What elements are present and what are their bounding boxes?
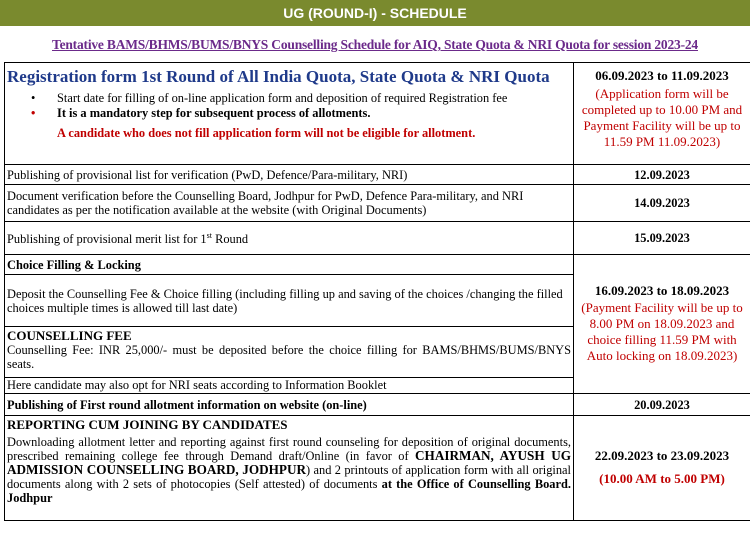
- registration-bullets: [7, 91, 571, 121]
- choice-filling-heading: Choice Filling & Locking: [5, 255, 574, 275]
- reporting-heading: REPORTING CUM JOINING BY CANDIDATES: [7, 417, 288, 432]
- reporting-date: 22.09.2023 to 23.09.2023: [594, 448, 730, 463]
- reporting-date-cell: [574, 416, 750, 521]
- table-row: [5, 222, 750, 255]
- nri-text: Here candidate may also opt for NRI seats according to Information Booklet: [5, 378, 574, 394]
- doc-verification-date: 14.09.2023: [574, 185, 750, 222]
- bullet-icon: •: [31, 106, 36, 120]
- provisional-list-text: Publishing of provisional list for verification (PwD, Defence/Para-military, NRI): [5, 165, 574, 185]
- first-round-text: Publishing of First round allotment information on website (on-line): [5, 394, 574, 416]
- list-item: • It is a mandatory step for subsequent process of allotments.: [31, 106, 371, 120]
- choice-filling-date-cell: [574, 255, 750, 394]
- reporting-cell: [5, 416, 574, 521]
- registration-warning: A candidate who does not fill application form will not be eligible for allotment.: [57, 126, 476, 140]
- merit-list-text: Publishing of provisional merit list for 1st Round: [5, 222, 574, 255]
- table-row: [5, 165, 750, 185]
- table-row: [5, 416, 750, 521]
- list-item: • Start date for filling of on-line application form and deposition of required Registration fee: [31, 91, 508, 105]
- table-row: [5, 255, 750, 275]
- schedule-table: [4, 62, 750, 521]
- registration-title: Registration form 1st Round of All India Quota, State Quota & NRI Quota: [7, 67, 550, 86]
- banner-title: UG (ROUND-I) - SCHEDULE: [283, 5, 467, 21]
- choice-filling-date-note: (Payment Facility will be up to 8.00 PM on 18.09.2023 and choice filling 11.59 PM with Auto locking on 18.09.2023): [581, 300, 743, 363]
- reporting-time: (10.00 AM to 5.00 PM): [599, 471, 725, 486]
- registration-cell: [5, 63, 574, 165]
- counselling-fee-cell: [5, 327, 574, 378]
- reporting-text: Downloading allotment letter and reporting against first round counseling for deposition of original documents, prescribed remaining college fee through Demand draft/Online (in favor of CHAIRMAN, AYUSH UG ADMISSION COUNSELLING BOARD, JODHPUR) and 2 printouts of application form with all original documents along with 2 sets of photocopies (Self attested) of documents at the Office of Counselling Board. Jodhpur: [7, 435, 571, 505]
- counselling-fee-text: Counselling Fee: INR 25,000/- must be deposited before the choice filling for BAMS/BHMS/BUMS/BNYS seats.: [7, 343, 571, 371]
- schedule-banner: [0, 0, 750, 26]
- doc-verification-text: Document verification before the Counselling Board, Jodhpur for PwD, Defence Para-military, and NRI candidates as per the notification available at the website (with Original Documents): [5, 185, 574, 222]
- schedule-subtitle: Tentative BAMS/BHMS/BUMS/BNYS Counselling Schedule for AIQ, State Quota & NRI Quota for session 2023-24: [52, 37, 698, 52]
- provisional-list-date: 12.09.2023: [574, 165, 750, 185]
- table-row: [5, 63, 750, 165]
- table-row: [5, 185, 750, 222]
- choice-filling-deposit-text: Deposit the Counselling Fee & Choice filling (including filling up and saving of the choices /changing the filled choices multiple times is allowed till last date): [5, 275, 574, 327]
- first-round-date: 20.09.2023: [574, 394, 750, 416]
- registration-date: 06.09.2023 to 11.09.2023: [595, 68, 729, 83]
- counselling-fee-heading: COUNSELLING FEE: [7, 328, 132, 343]
- registration-date-cell: [574, 63, 750, 165]
- table-row: [5, 394, 750, 416]
- choice-filling-date: 16.09.2023 to 18.09.2023: [594, 283, 730, 298]
- registration-date-note: (Application form will be completed up to 10.00 PM and Payment Facility will be up to 11.59 PM 11.09.2023): [581, 86, 743, 149]
- bullet-icon: •: [31, 91, 36, 105]
- merit-list-date: 15.09.2023: [574, 222, 750, 255]
